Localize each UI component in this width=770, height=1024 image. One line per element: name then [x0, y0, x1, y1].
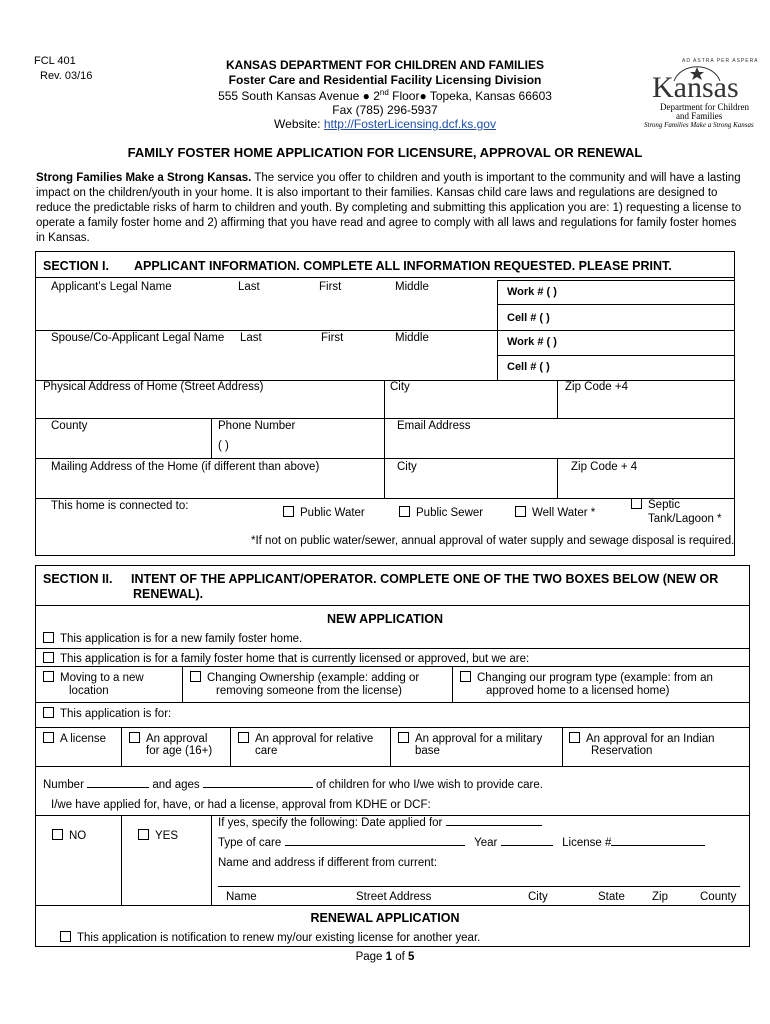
spouse-middle-label: Middle [395, 332, 429, 344]
moving-option[interactable]: Moving to a new [43, 671, 144, 684]
spouse-legal-name-label: Spouse/Co-Applicant Legal Name [51, 332, 225, 344]
military-option[interactable]: An approval for a military [398, 732, 542, 745]
renewal-checkbox[interactable] [60, 931, 71, 942]
year-field[interactable] [501, 845, 553, 846]
public-sewer-checkbox[interactable] [399, 506, 410, 517]
col-county-label: County [700, 891, 737, 903]
indian-reservation-checkbox[interactable] [569, 732, 580, 743]
page-number: Page 1 of 5 [355, 951, 415, 963]
city-label: City [390, 381, 410, 393]
applicant-cell-label: Cell # ( ) [507, 312, 550, 324]
section-1-heading: APPLICANT INFORMATION. COMPLETE ALL INFORMATION REQUESTED. PLEASE PRINT. [134, 259, 672, 273]
septic-checkbox[interactable] [631, 498, 642, 509]
section-1-number: SECTION I. [43, 259, 109, 273]
mailing-zip-label: Zip Code + 4 [571, 461, 638, 473]
col-state-label: State [598, 891, 625, 903]
applicant-last-label: Last [238, 281, 260, 293]
no-checkbox[interactable] [52, 829, 63, 840]
kdcf-logo: AD ASTRA PER ASPERA Kansas Department for Children and Families Strong Families Make a Strong Kansas [640, 55, 750, 130]
new-home-option[interactable]: This application is for a new family foster home. [43, 632, 302, 645]
moving-label-2: location [69, 685, 109, 697]
type-of-care-field[interactable] [285, 845, 465, 846]
license-number-field[interactable] [611, 845, 705, 846]
military-checkbox[interactable] [398, 732, 409, 743]
ownership-checkbox[interactable] [190, 671, 201, 682]
phone-label: Phone Number [218, 420, 296, 432]
currently-licensed-option[interactable]: This application is for a family foster home that is currently licensed or approved, but we are: [43, 652, 529, 665]
agency-name: KANSAS DEPARTMENT FOR CHILDREN AND FAMILIES [226, 58, 544, 72]
renewal-option[interactable]: This application is notification to renew my/our existing license for another year. [60, 931, 480, 944]
section-2-heading-2: RENEWAL). [133, 587, 204, 601]
app-for-option[interactable]: This application is for: [43, 707, 171, 720]
yes-option[interactable]: YES [138, 829, 178, 842]
military-label-2: base [415, 745, 440, 757]
applicant-work-label: Work # ( ) [507, 286, 557, 298]
col-zip-label: Zip [652, 891, 668, 903]
children-ages-field[interactable] [203, 787, 313, 788]
county-label: County [51, 420, 88, 432]
water-footnote: *If not on public water/sewer, annual approval of water supply and sewage disposal is required. [251, 535, 735, 547]
name-address-line[interactable] [218, 886, 740, 887]
section-2-heading-1: INTENT OF THE APPLICANT/OPERATOR. COMPLETE ONE OF THE TWO BOXES BELOW (NEW OR [131, 572, 719, 586]
mailing-address-label: Mailing Address of the Home (if different than above) [51, 461, 320, 473]
col-city-label: City [528, 891, 548, 903]
relative-care-checkbox[interactable] [238, 732, 249, 743]
program-checkbox[interactable] [460, 671, 471, 682]
age-approval-label-2: for age (16+) [146, 745, 213, 757]
division-name: Foster Care and Residential Facility Licensing Division [228, 73, 542, 87]
no-option[interactable]: NO [52, 829, 86, 842]
currently-licensed-checkbox[interactable] [43, 652, 54, 663]
indian-reservation-option[interactable]: An approval for an Indian [569, 732, 715, 745]
agency-website: Website: http://FosterLicensing.dcf.ks.gov [274, 117, 496, 131]
email-label: Email Address [397, 420, 471, 432]
children-number-field[interactable] [87, 787, 149, 788]
form-id: FCL 401 [34, 55, 76, 67]
zip-label: Zip Code +4 [565, 381, 628, 393]
applicant-legal-name-label: Applicant’s Legal Name [51, 281, 172, 293]
new-home-checkbox[interactable] [43, 632, 54, 643]
applicant-first-label: First [319, 281, 342, 293]
relative-care-option[interactable]: An approval for relative [238, 732, 373, 745]
date-applied-field[interactable] [446, 825, 542, 826]
public-water-checkbox[interactable] [283, 506, 294, 517]
public-water-option[interactable]: Public Water [283, 506, 365, 519]
program-label-2: approved home to a licensed home) [486, 685, 670, 697]
relative-care-label-2: care [255, 745, 278, 757]
agency-address: 555 South Kansas Avenue ● 2nd Floor● Topeka, Kansas 66603 [218, 88, 552, 103]
website-link[interactable]: http://FosterLicensing.dcf.ks.gov [323, 117, 496, 131]
spouse-work-label: Work # ( ) [507, 336, 557, 348]
ownership-label-2: removing someone from the license) [216, 685, 402, 697]
septic-label-2: Tank/Lagoon * [648, 513, 722, 525]
kdhe-question: I/we have applied for, have, or had a license, approval from KDHE or DCF: [51, 799, 431, 811]
spouse-cell-label: Cell # ( ) [507, 361, 550, 373]
license-checkbox[interactable] [43, 732, 54, 743]
intro-paragraph: Strong Families Make a Strong Kansas. The service you offer to children and youth is important to the community and will have a lasting impact on the children/youth in your home. It is also important to their families. Kansas child care laws and regulations are designed to reduce the predictable risks of harm to children and youth. By completing and submitting this application you are: 1) requesting a license to operate a family foster home and 2) affirming that you have read and agree to comply with all laws and regulations for family foster homes in Kansas. [36, 172, 742, 244]
new-application-title: NEW APPLICATION [327, 612, 443, 626]
col-street-label: Street Address [356, 891, 432, 903]
yes-checkbox[interactable] [138, 829, 149, 840]
date-applied-row: If yes, specify the following: Date applied for [218, 817, 542, 829]
mailing-city-label: City [397, 461, 417, 473]
indian-reservation-label-2: Reservation [591, 745, 653, 757]
applicant-middle-label: Middle [395, 281, 429, 293]
program-option[interactable]: Changing our program type (example: from an [460, 671, 713, 684]
logo-kansas: Kansas [652, 71, 739, 104]
renewal-title: RENEWAL APPLICATION [310, 911, 460, 925]
well-water-option[interactable]: Well Water * [515, 506, 595, 519]
well-water-checkbox[interactable] [515, 506, 526, 517]
form-title: FAMILY FOSTER HOME APPLICATION FOR LICENSURE, APPROVAL OR RENEWAL [127, 145, 643, 160]
age-approval-option[interactable]: An approval [129, 732, 207, 745]
phone-parens: ( ) [218, 440, 229, 452]
name-address-label: Name and address if different from current: [218, 857, 438, 869]
spouse-last-label: Last [240, 332, 262, 344]
age-approval-checkbox[interactable] [129, 732, 140, 743]
type-year-license-row: Type of care Year License # [218, 837, 705, 849]
form-revision: Rev. 03/16 [40, 70, 93, 82]
connected-to-label: This home is connected to: [51, 500, 189, 512]
license-option[interactable]: A license [43, 732, 106, 745]
spouse-first-label: First [321, 332, 344, 344]
col-name-label: Name [226, 891, 257, 903]
children-count-row: Number and ages of children for who I/we wish to provide care. [43, 779, 543, 791]
section-2-number: SECTION II. [43, 572, 113, 586]
physical-address-label: Physical Address of Home (Street Address) [43, 381, 264, 393]
public-sewer-option[interactable]: Public Sewer [399, 506, 483, 519]
app-for-checkbox[interactable] [43, 707, 54, 718]
agency-fax: Fax (785) 296-5937 [332, 103, 438, 117]
moving-checkbox[interactable] [43, 671, 54, 682]
septic-option[interactable]: Septic [631, 498, 680, 511]
ownership-option[interactable]: Changing Ownership (example: adding or [190, 671, 419, 684]
